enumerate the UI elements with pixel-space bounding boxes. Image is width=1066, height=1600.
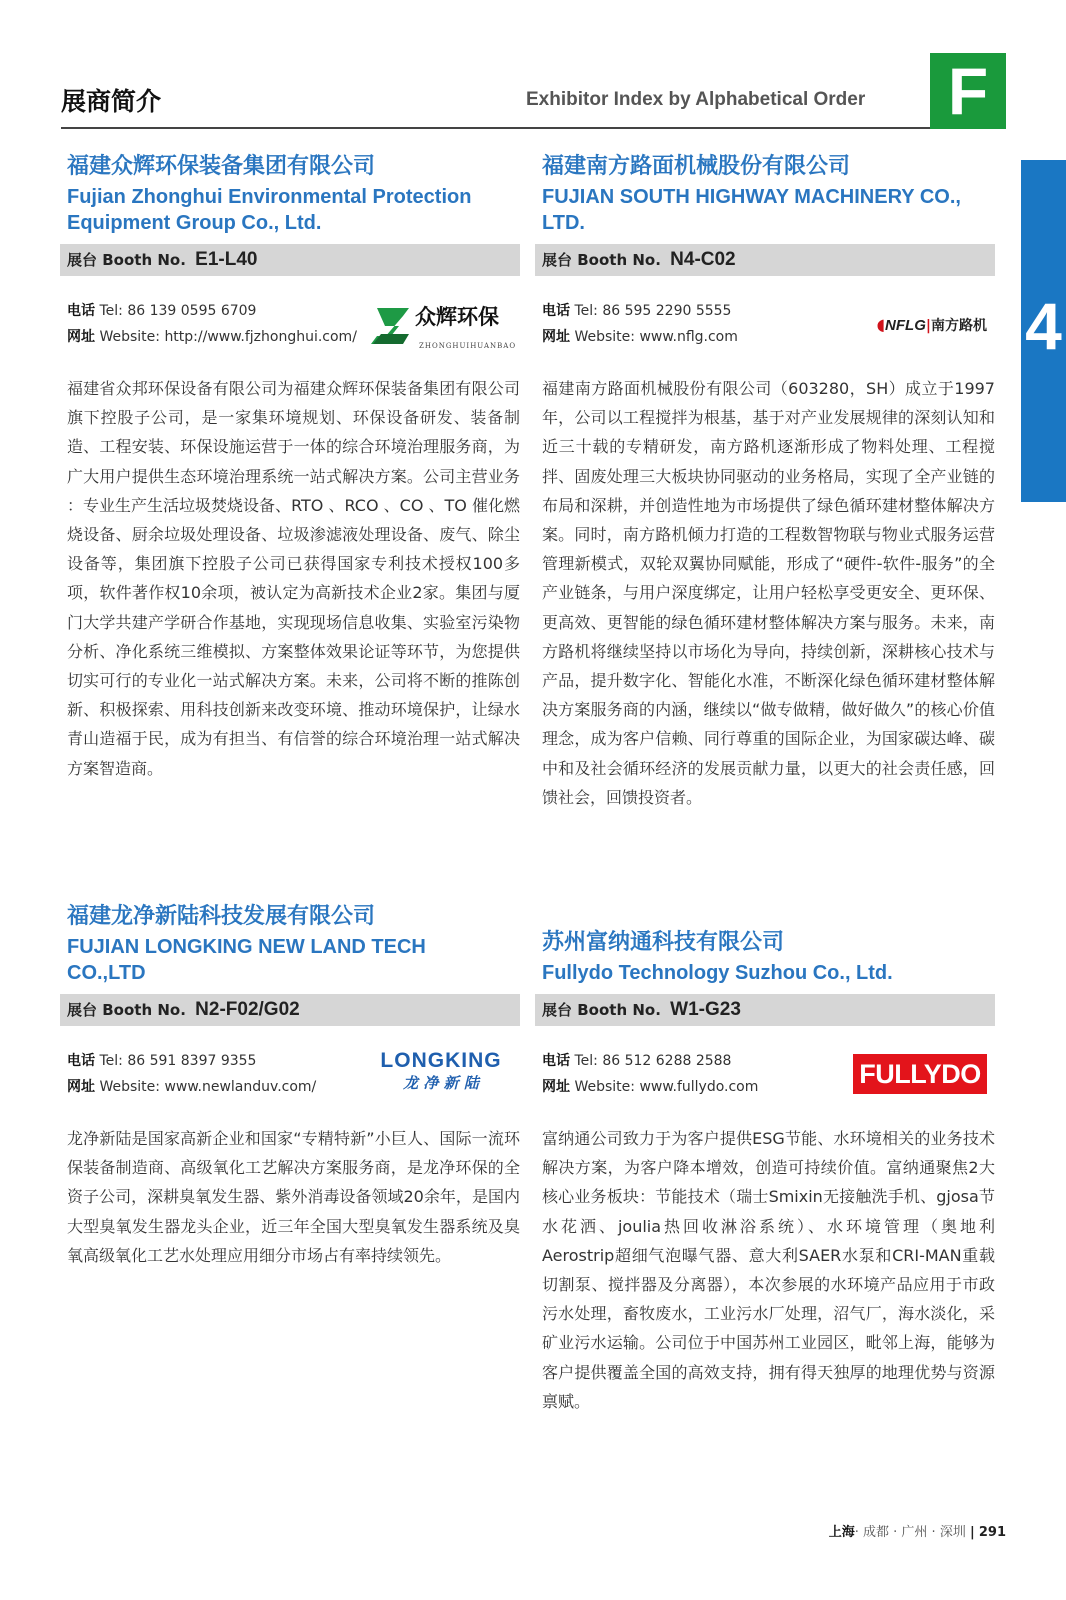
booth-bar [535, 994, 995, 1026]
contact-block [535, 1048, 995, 1112]
exhibitor-card [535, 152, 995, 812]
tel-label-cn: 电话 [67, 1053, 95, 1069]
zhonghui-logo [369, 304, 517, 350]
booth-number: N4-C02 [670, 249, 736, 270]
tel-label-en: Tel: [99, 303, 123, 319]
zhonghui-logo-mark-icon [369, 306, 411, 346]
company-name-cn: 福建龙净新陆科技发展有限公司 [67, 904, 376, 929]
booth-label-cn: 展台 [542, 251, 573, 269]
booth-number: N2-F02/G02 [195, 999, 300, 1020]
company-name-en: FUJIAN SOUTH HIGHWAY MACHINERY CO., LTD. [542, 186, 961, 234]
web-label-cn: 网址 [542, 1079, 570, 1095]
letter-badge: F [930, 53, 1006, 129]
tel-label-en: Tel: [574, 303, 598, 319]
company-name-en: FUJIAN LONGKING NEW LAND TECH CO.,LTD [67, 936, 426, 984]
booth-label-cn: 展台 [67, 1001, 98, 1019]
logo-text: 众辉环保 [415, 305, 499, 329]
nflg-logo: ◖NFLG|南方路机 [876, 315, 987, 334]
tel-label-cn: 电话 [67, 303, 95, 319]
booth-label-en: Booth No. [577, 1001, 661, 1019]
company-description: 福建省众邦环保设备有限公司为福建众辉环保装备集团有限公司旗下控股子公司，是一家集环境规划、环保设备研发、装备制造、工程安装、环保设施运营于一体的综合环境治理服务商，为广大用户提供生态环境治理系统一站式解决方案。公司主营业务 ：专业生产生活垃圾焚烧设备、RTO 、RCO 、CO 、TO 催化燃烧设备、厨余垃圾处理设备、垃圾渗滤液处理设备、废气、除尘设备等，集团旗下控股子公司已获得国家专利技术授权100多项，软件著作权10余项，被认定为高新技术企业2家。集团与厦门大学共建产学研合作基地，实现现场信息收集、实验室污染物分析、净化系统三维模拟、方案整体效果论证等环节，为您提供切实可行的专业化一站式解决方案。未来，公司将不断的推陈创新、积极探索、用科技创新来改变环境、推动环境保护，让绿水青山造福于民，成为有担当、有信誉的综合环境治理一站式解决方案智造商。 [67, 379, 520, 778]
booth-bar [60, 994, 520, 1026]
booth-number: E1-L40 [195, 249, 258, 270]
exhibitor-card [60, 902, 520, 1270]
logo-text: LONGKING [380, 1049, 502, 1072]
company-name-en: Fullydo Technology Suzhou Co., Ltd. [542, 962, 893, 984]
exhibitor-card [60, 152, 520, 783]
booth-bar [60, 244, 520, 276]
logo-subtext: 南方路机 [931, 318, 987, 334]
contact-block [535, 298, 995, 362]
company-description: 龙净新陆是国家高新企业和国家“专精特新”小巨人、国际一流环保装备制造商、高级氧化工艺解决方案服务商，是龙净环保的全资子公司，深耕臭氧发生器、紫外消毒设备领域20余年，是国内大型臭氧发生器龙头企业，近三年全国大型臭氧发生器系统及臭氧高级氧化工艺水处理应用细分市场占有率持续领先。 [67, 1129, 520, 1265]
tel-label-en: Tel: [574, 1053, 598, 1069]
side-tab [1021, 160, 1066, 502]
booth-label-en: Booth No. [102, 1001, 186, 1019]
web-label-en: Website: [574, 1079, 635, 1095]
page-subtitle: Exhibitor Index by Alphabetical Order [526, 89, 866, 110]
tel-label-en: Tel: [99, 1053, 123, 1069]
nflg-mark-icon: ◖ [876, 315, 886, 334]
company-description: 富纳通公司致力于为客户提供ESG节能、水环境相关的业务技术解决方案，为客户降本增效，创造可持续价值。富纳通聚焦2大核心业务板块：节能技术（瑞士Smixin无接触洗手机、gjosa节水花洒、joulia热回收淋浴系统）、水环境管理（奥地利Aerostrip超细气泡曝气器、意大利SAER水泵和CRI-MAN重载切割泵、搅拌器及分离器），本次参展的水环境产品应用于市政污水处理，畜牧废水，工业污水厂处理，沼气厂，海水淡化，采矿业污水运输。公司位于中国苏州工业园区，毗邻上海，能够为客户提供覆盖全国的高效支持，拥有得天独厚的地理优势与资源禀赋。 [542, 1129, 995, 1411]
web-label-cn: 网址 [67, 1079, 95, 1095]
logo-subtext: 龙 净 新 陆 [403, 1074, 479, 1092]
page-title: 展商简介 [61, 87, 162, 116]
tel-value: 86 595 2290 5555 [602, 303, 732, 319]
booth-label-en: Booth No. [102, 251, 186, 269]
tel-label-cn: 电话 [542, 303, 570, 319]
contact-block [60, 298, 520, 362]
contact-block [60, 1048, 520, 1112]
company-name-cn: 福建南方路面机械股份有限公司 [542, 154, 851, 179]
tel-value: 86 591 8397 9355 [127, 1053, 257, 1069]
tel-value: 86 512 6288 2588 [602, 1053, 732, 1069]
footer-separator: | [969, 1525, 975, 1540]
footer-city-main: 上海 [828, 1525, 855, 1540]
side-tab-number: 4 [1025, 289, 1062, 363]
company-name-cn: 苏州富纳通科技有限公司 [542, 930, 785, 955]
website-link[interactable]: www.nflg.com [639, 329, 738, 345]
fullydo-logo: FULLYDO [853, 1054, 987, 1094]
page-number: 291 [978, 1525, 1006, 1540]
website-link[interactable]: http://www.fjzhonghui.com/ [164, 329, 357, 345]
company-name-en: Fujian Zhonghui Environmental Protection Equipment Group Co., Ltd. [67, 186, 472, 234]
header-divider [61, 127, 1006, 129]
logo-text: NFLG [885, 317, 926, 334]
website-link[interactable]: www.fullydo.com [639, 1079, 759, 1095]
website-link[interactable]: www.newlanduv.com/ [164, 1079, 317, 1095]
web-label-cn: 网址 [67, 329, 95, 345]
booth-label-cn: 展台 [542, 1001, 573, 1019]
web-label-cn: 网址 [542, 329, 570, 345]
page-footer [829, 1521, 1006, 1540]
booth-label-en: Booth No. [577, 251, 661, 269]
exhibitor-card [535, 928, 995, 1416]
booth-label-cn: 展台 [67, 251, 98, 269]
company-name-cn: 福建众辉环保装备集团有限公司 [67, 154, 376, 179]
tel-label-cn: 电话 [542, 1053, 570, 1069]
company-description: 福建南方路面机械股份有限公司（603280，SH）成立于1997年，公司以工程搅拌为根基，基于对产业发展规律的深刻认知和近三十载的专精研发，南方路机逐渐形成了物料处理、工程搅拌、固废处理三大板块协同驱动的业务格局，实现了全产业链的布局和深耕，并创造性地为市场提供了绿色循环建材整体解决方案。同时，南方路机倾力打造的工程数智物联与物业式服务运营管理新模式，双轮双翼协同赋能，形成了“硬件-软件-服务”的全产业链条，与用户深度绑定，让用户轻松享受更安全、更环保、更高效、更智能的绿色循环建材整体解决方案与服务。未来，南方路机将继续坚持以市场化为导向，持续创新，深耕核心技术与产品，提升数字化、智能化水准，不断深化绿色循环建材整体解决方案服务商的内涵，继续以“做专做精，做好做久”的核心价值理念，成为客户信赖、同行尊重的国际企业，为国家碳达峰、碳中和及社会循环经济的发展贡献力量，以更大的社会责任感，回馈社会，回馈投资者。 [542, 379, 995, 807]
longking-logo [376, 1048, 506, 1092]
booth-bar [535, 244, 995, 276]
web-label-en: Website: [99, 329, 160, 345]
footer-cities: · 成都 · 广州 · 深圳 [854, 1525, 966, 1540]
logo-subtext: ZHONGHUIHUANBAO [419, 342, 517, 350]
tel-value: 86 139 0595 6709 [127, 303, 257, 319]
web-label-en: Website: [574, 329, 635, 345]
web-label-en: Website: [99, 1079, 160, 1095]
booth-number: W1-G23 [670, 999, 741, 1020]
